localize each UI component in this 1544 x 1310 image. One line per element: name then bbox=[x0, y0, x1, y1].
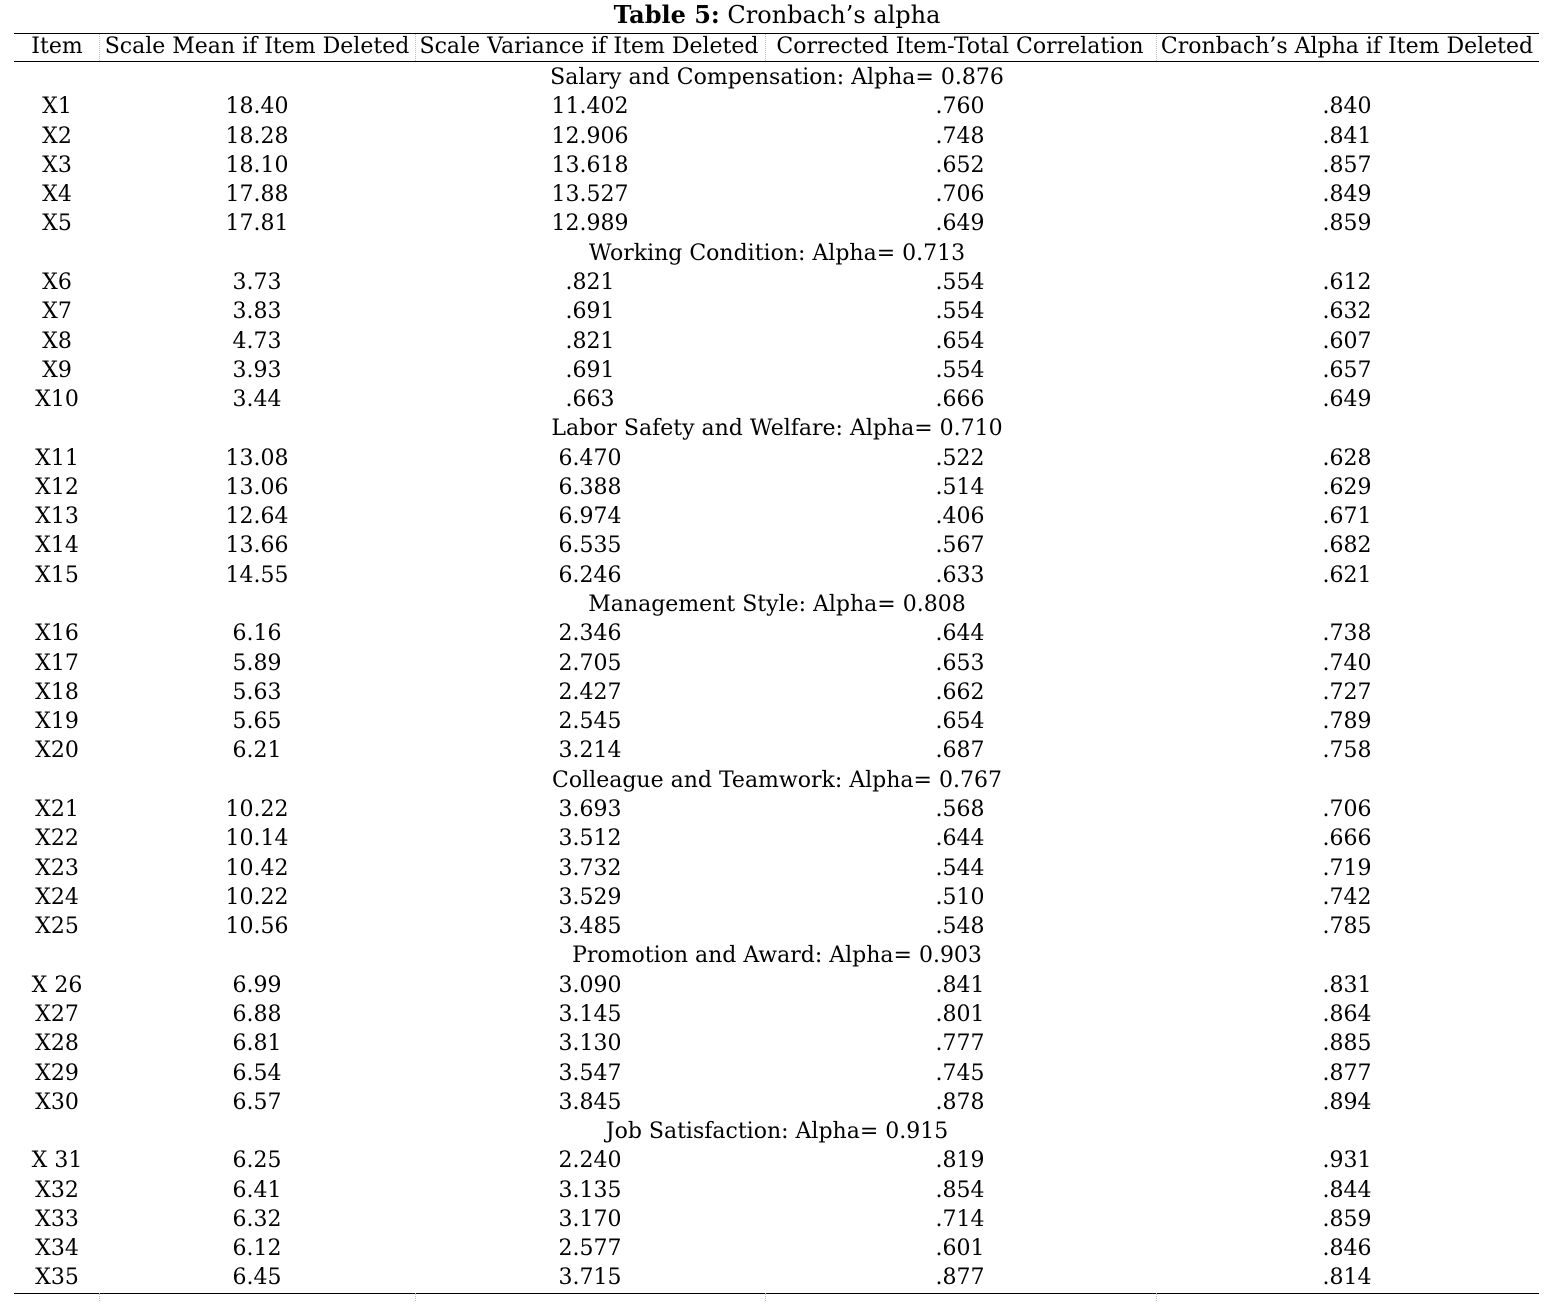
value-cell: .632 bbox=[1322, 299, 1372, 325]
value-cell: .653 bbox=[935, 650, 985, 676]
value-cell: .844 bbox=[1322, 1177, 1372, 1203]
value-cell: 3.93 bbox=[232, 357, 282, 383]
value-cell: 17.88 bbox=[225, 182, 289, 208]
item-cell: X28 bbox=[35, 1031, 79, 1057]
value-cell: 2.577 bbox=[558, 1236, 622, 1262]
value-cell: 3.135 bbox=[558, 1177, 622, 1203]
value-cell: 3.214 bbox=[558, 738, 622, 764]
value-cell: 14.55 bbox=[225, 562, 289, 588]
value-cell: .854 bbox=[935, 1177, 985, 1203]
item-cell: X19 bbox=[35, 709, 79, 735]
value-cell: .621 bbox=[1322, 562, 1372, 588]
value-cell: 6.32 bbox=[232, 1206, 282, 1232]
item-cell: X18 bbox=[35, 679, 79, 705]
value-cell: .554 bbox=[935, 357, 985, 383]
value-cell: .706 bbox=[935, 182, 985, 208]
item-cell: X14 bbox=[35, 533, 79, 559]
value-cell: 6.470 bbox=[558, 445, 622, 471]
item-cell: X11 bbox=[35, 445, 79, 471]
value-cell: .601 bbox=[935, 1236, 985, 1262]
value-cell: 3.547 bbox=[558, 1060, 622, 1086]
column-separator bbox=[415, 1293, 416, 1301]
value-cell: 3.715 bbox=[558, 1265, 622, 1291]
value-cell: 3.485 bbox=[558, 914, 622, 940]
value-cell: 3.693 bbox=[558, 797, 622, 822]
value-cell: .633 bbox=[935, 562, 985, 588]
value-cell: .785 bbox=[1322, 914, 1372, 940]
value-cell: .801 bbox=[935, 1001, 985, 1027]
value-cell: 6.54 bbox=[232, 1060, 282, 1086]
value-cell: .777 bbox=[935, 1031, 985, 1057]
value-cell: 3.145 bbox=[558, 1001, 622, 1027]
value-cell: 6.57 bbox=[232, 1089, 282, 1115]
value-cell: 6.974 bbox=[558, 504, 622, 530]
column-header: Scale Variance if Item Deleted bbox=[419, 34, 759, 59]
value-cell: 6.16 bbox=[232, 621, 282, 647]
value-cell: .727 bbox=[1322, 679, 1372, 705]
item-cell: X4 bbox=[42, 182, 72, 208]
item-cell: X30 bbox=[35, 1089, 79, 1115]
value-cell: 10.22 bbox=[225, 884, 289, 910]
item-cell: X7 bbox=[42, 299, 72, 325]
value-cell: 18.28 bbox=[225, 123, 289, 149]
header-rule bbox=[14, 61, 1539, 62]
value-cell: .691 bbox=[565, 299, 615, 325]
item-cell: X24 bbox=[35, 884, 79, 910]
value-cell: .857 bbox=[1322, 152, 1372, 178]
value-cell: 2.545 bbox=[558, 709, 622, 735]
value-cell: 18.10 bbox=[225, 152, 289, 178]
column-separator bbox=[415, 34, 416, 61]
value-cell: .846 bbox=[1322, 1236, 1372, 1262]
group-heading: Salary and Compensation: Alpha= 0.876 bbox=[550, 65, 1004, 90]
value-cell: .859 bbox=[1322, 211, 1372, 237]
value-cell: .691 bbox=[565, 357, 615, 383]
value-cell: .760 bbox=[935, 94, 985, 120]
value-cell: .567 bbox=[935, 533, 985, 559]
item-cell: X21 bbox=[35, 797, 79, 822]
value-cell: 10.56 bbox=[225, 914, 289, 940]
value-cell: 3.732 bbox=[558, 855, 622, 881]
value-cell: .406 bbox=[935, 504, 985, 530]
value-cell: .894 bbox=[1322, 1089, 1372, 1115]
item-cell: X35 bbox=[35, 1265, 79, 1291]
value-cell: .885 bbox=[1322, 1031, 1372, 1057]
value-cell: 2.346 bbox=[558, 621, 622, 647]
value-cell: 13.527 bbox=[551, 182, 629, 208]
value-cell: .649 bbox=[1322, 387, 1372, 413]
value-cell: 2.240 bbox=[558, 1148, 622, 1174]
value-cell: .878 bbox=[935, 1089, 985, 1115]
group-heading: Colleague and Teamwork: Alpha= 0.767 bbox=[552, 767, 1002, 793]
value-cell: 13.08 bbox=[225, 445, 289, 471]
value-cell: .522 bbox=[935, 445, 985, 471]
value-cell: 6.45 bbox=[232, 1265, 282, 1291]
item-cell: X27 bbox=[35, 1001, 79, 1027]
value-cell: .654 bbox=[935, 709, 985, 735]
item-cell: X34 bbox=[35, 1236, 79, 1262]
column-header: Cronbach’s Alpha if Item Deleted bbox=[1160, 34, 1534, 59]
value-cell: 18.40 bbox=[225, 94, 289, 120]
value-cell: .831 bbox=[1322, 972, 1372, 998]
value-cell: .510 bbox=[935, 884, 985, 910]
column-separator bbox=[765, 34, 766, 61]
value-cell: 3.83 bbox=[232, 299, 282, 325]
value-cell: .841 bbox=[935, 972, 985, 998]
value-cell: 6.81 bbox=[232, 1031, 282, 1057]
value-cell: 4.73 bbox=[232, 328, 282, 354]
value-cell: 6.246 bbox=[558, 562, 622, 588]
value-cell: .719 bbox=[1322, 855, 1372, 881]
value-cell: .840 bbox=[1322, 94, 1372, 120]
value-cell: 2.705 bbox=[558, 650, 622, 676]
table-title bbox=[0, 0, 1544, 29]
value-cell: .662 bbox=[935, 679, 985, 705]
value-cell: .742 bbox=[1322, 884, 1372, 910]
value-cell: .740 bbox=[1322, 650, 1372, 676]
value-cell: .706 bbox=[1322, 797, 1372, 822]
value-cell: 13.06 bbox=[225, 474, 289, 500]
item-cell: X23 bbox=[35, 855, 79, 881]
value-cell: .849 bbox=[1322, 182, 1372, 208]
item-cell: X 26 bbox=[31, 972, 83, 998]
value-cell: 11.402 bbox=[551, 94, 629, 120]
value-cell: 13.618 bbox=[551, 152, 629, 178]
value-cell: 6.12 bbox=[232, 1236, 282, 1262]
value-cell: 10.14 bbox=[225, 826, 289, 852]
item-cell: X8 bbox=[42, 328, 72, 354]
item-cell: X6 bbox=[42, 269, 72, 295]
item-cell: X25 bbox=[35, 914, 79, 940]
value-cell: 5.89 bbox=[232, 650, 282, 676]
item-cell: X9 bbox=[42, 357, 72, 383]
group-heading: Labor Safety and Welfare: Alpha= 0.710 bbox=[551, 416, 1003, 442]
value-cell: .819 bbox=[935, 1148, 985, 1174]
item-cell: X29 bbox=[35, 1060, 79, 1086]
value-cell: .748 bbox=[935, 123, 985, 149]
column-separator bbox=[1156, 34, 1157, 61]
item-cell: X15 bbox=[35, 562, 79, 588]
value-cell: 5.65 bbox=[232, 709, 282, 735]
value-cell: .841 bbox=[1322, 123, 1372, 149]
value-cell: 6.21 bbox=[232, 738, 282, 764]
value-cell: 3.512 bbox=[558, 826, 622, 852]
value-cell: .666 bbox=[1322, 826, 1372, 852]
group-heading: Job Satisfaction: Alpha= 0.915 bbox=[605, 1119, 949, 1145]
value-cell: .666 bbox=[935, 387, 985, 413]
column-separator bbox=[99, 1293, 100, 1301]
item-cell: X16 bbox=[35, 621, 79, 647]
item-cell: X20 bbox=[35, 738, 79, 764]
item-cell: X32 bbox=[35, 1177, 79, 1203]
value-cell: .758 bbox=[1322, 738, 1372, 764]
value-cell: 13.66 bbox=[225, 533, 289, 559]
column-separator bbox=[1156, 1293, 1157, 1301]
column-header: Scale Mean if Item Deleted bbox=[104, 34, 410, 59]
value-cell: .745 bbox=[935, 1060, 985, 1086]
value-cell: 12.64 bbox=[225, 504, 289, 530]
column-separator bbox=[99, 34, 100, 61]
value-cell: .654 bbox=[935, 328, 985, 354]
column-header: Item bbox=[31, 34, 83, 59]
group-heading: Promotion and Award: Alpha= 0.903 bbox=[572, 943, 982, 969]
value-cell: .554 bbox=[935, 269, 985, 295]
item-cell: X5 bbox=[42, 211, 72, 237]
value-cell: .738 bbox=[1322, 621, 1372, 647]
value-cell: .663 bbox=[565, 387, 615, 413]
table-caption: Cronbach’s alpha bbox=[727, 1, 941, 29]
value-cell: .548 bbox=[935, 914, 985, 940]
value-cell: .514 bbox=[935, 474, 985, 500]
value-cell: .859 bbox=[1322, 1206, 1372, 1232]
value-cell: 12.989 bbox=[551, 211, 629, 237]
value-cell: 3.130 bbox=[558, 1031, 622, 1057]
value-cell: .644 bbox=[935, 826, 985, 852]
value-cell: 3.170 bbox=[558, 1206, 622, 1232]
value-cell: 10.22 bbox=[225, 797, 289, 822]
item-cell: X1 bbox=[42, 94, 72, 120]
column-header: Corrected Item-Total Correlation bbox=[776, 34, 1144, 59]
table-bottom-rule bbox=[14, 1293, 1539, 1294]
value-cell: 3.73 bbox=[232, 269, 282, 295]
value-cell: .607 bbox=[1322, 328, 1372, 354]
item-cell: X33 bbox=[35, 1206, 79, 1232]
value-cell: .628 bbox=[1322, 445, 1372, 471]
value-cell: .821 bbox=[565, 269, 615, 295]
value-cell: .877 bbox=[1322, 1060, 1372, 1086]
value-cell: 6.99 bbox=[232, 972, 282, 998]
group-heading: Management Style: Alpha= 0.808 bbox=[588, 592, 966, 618]
value-cell: .877 bbox=[935, 1265, 985, 1291]
value-cell: 2.427 bbox=[558, 679, 622, 705]
value-cell: .612 bbox=[1322, 269, 1372, 295]
value-cell: .629 bbox=[1322, 474, 1372, 500]
value-cell: 10.42 bbox=[225, 855, 289, 881]
value-cell: 5.63 bbox=[232, 679, 282, 705]
item-cell: X22 bbox=[35, 826, 79, 852]
value-cell: .687 bbox=[935, 738, 985, 764]
value-cell: .644 bbox=[935, 621, 985, 647]
value-cell: .652 bbox=[935, 152, 985, 178]
value-cell: .814 bbox=[1322, 1265, 1372, 1291]
value-cell: 6.25 bbox=[232, 1148, 282, 1174]
item-cell: X3 bbox=[42, 152, 72, 178]
value-cell: .789 bbox=[1322, 709, 1372, 735]
item-cell: X13 bbox=[35, 504, 79, 530]
item-cell: X2 bbox=[42, 123, 72, 149]
value-cell: 17.81 bbox=[225, 211, 289, 237]
group-heading: Working Condition: Alpha= 0.713 bbox=[588, 240, 966, 266]
value-cell: .568 bbox=[935, 797, 985, 822]
value-cell: .821 bbox=[565, 328, 615, 354]
value-cell: .544 bbox=[935, 855, 985, 881]
column-separator bbox=[765, 1293, 766, 1301]
value-cell: 6.388 bbox=[558, 474, 622, 500]
value-cell: .714 bbox=[935, 1206, 985, 1232]
value-cell: .864 bbox=[1322, 1001, 1372, 1027]
item-cell: X 31 bbox=[31, 1148, 83, 1174]
item-cell: X12 bbox=[35, 474, 79, 500]
value-cell: .931 bbox=[1322, 1148, 1372, 1174]
value-cell: 6.41 bbox=[232, 1177, 282, 1203]
item-cell: X10 bbox=[35, 387, 79, 413]
value-cell: .649 bbox=[935, 211, 985, 237]
value-cell: .657 bbox=[1322, 357, 1372, 383]
value-cell: 3.090 bbox=[558, 972, 622, 998]
value-cell: 6.88 bbox=[232, 1001, 282, 1027]
value-cell: .671 bbox=[1322, 504, 1372, 530]
value-cell: .554 bbox=[935, 299, 985, 325]
value-cell: 3.529 bbox=[558, 884, 622, 910]
value-cell: 6.535 bbox=[558, 533, 622, 559]
value-cell: 12.906 bbox=[551, 123, 629, 149]
table-label: Table 5: bbox=[613, 0, 720, 29]
value-cell: 3.845 bbox=[558, 1089, 622, 1115]
item-cell: X17 bbox=[35, 650, 79, 676]
value-cell: .682 bbox=[1322, 533, 1372, 559]
value-cell: 3.44 bbox=[232, 387, 282, 413]
